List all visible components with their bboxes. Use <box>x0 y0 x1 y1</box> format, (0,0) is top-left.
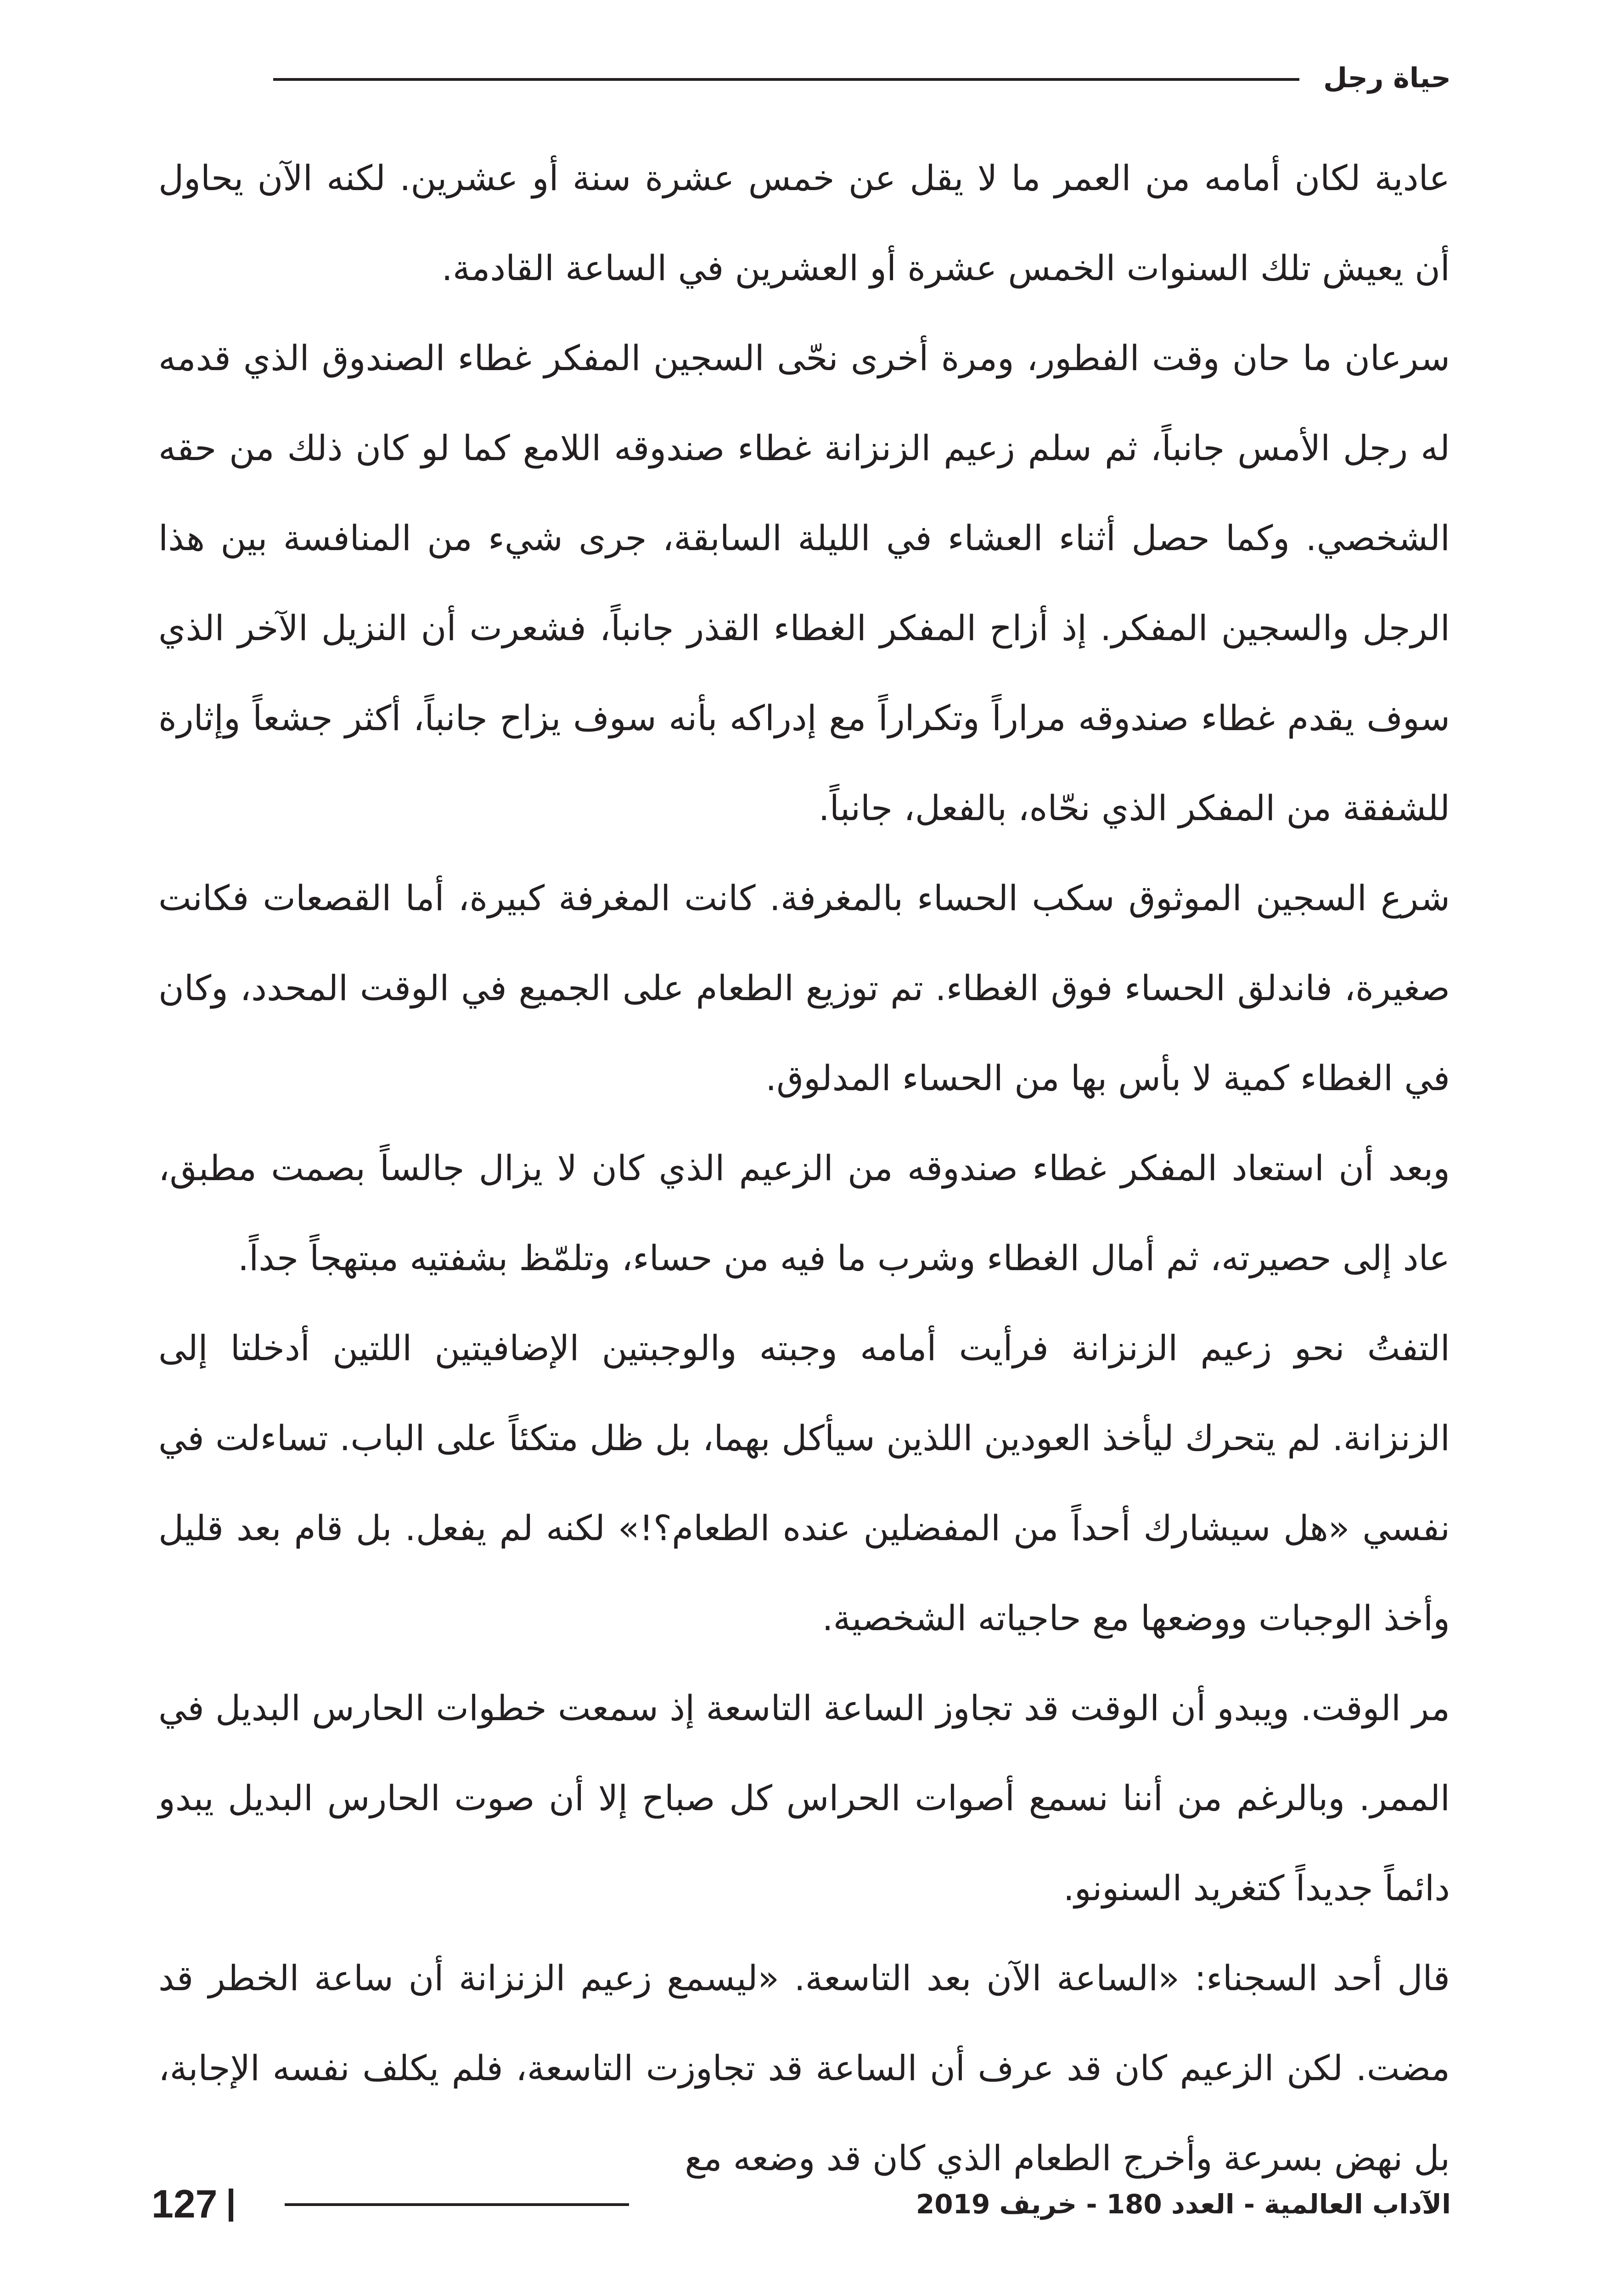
paragraph: عادية لكان أمامه من العمر ما لا يقل عن خمس عشرة سنة أو عشرين. لكنه الآن يحاول أن يعيش تلك السنوات الخمس عشرة أو العشرين في الساعة القادمة. <box>158 158 1450 288</box>
page-footer <box>152 2177 1451 2232</box>
header-rule <box>273 78 1299 81</box>
page-header <box>273 51 1451 106</box>
running-title: حياة رجل <box>1323 62 1451 94</box>
paragraph: وبعد أن استعاد المفكر غطاء صندوقه من الزعيم الذي كان لا يزال جالساً بصمت مطبق، عاد إلى حصيرته، ثم أمال الغطاء وشرب ما فيه من حساء، وتلمّظ بشفتيه مبتهجاً جداً. <box>158 1148 1450 1278</box>
paragraph: مر الوقت. ويبدو أن الوقت قد تجاوز الساعة التاسعة إذ سمعت خطوات الحارس البديل في الممر. وبالرغم من أننا نسمع أصوات الحراس كل صباح إلا أن صوت الحارس البديل يبدو دائماً جديداً كتغريد السنونو. <box>158 1688 1450 1908</box>
paragraph: شرع السجين الموثوق سكب الحساء بالمغرفة. كانت المغرفة كبيرة، أما القصعات فكانت صغيرة، فاندلق الحساء فوق الغطاء. تم توزيع الطعام على الجميع في الوقت المحدد، وكان في الغطاء كمية لا بأس بها من الحساء المدلوق. <box>158 878 1450 1098</box>
paragraph: قال أحد السجناء: «الساعة الآن بعد التاسعة. «ليسمع زعيم الزنزانة أن ساعة الخطر قد مضت. لكن الزعيم كان قد عرف أن الساعة قد تجاوزت التاسعة، فلم يكلف نفسه الإجابة، بل نهض بسرعة وأخرج الطعام الذي كان قد وضعه مع <box>158 1958 1450 2178</box>
paragraph: سرعان ما حان وقت الفطور، ومرة أخرى نحّى السجين المفكر غطاء الصندوق الذي قدمه له رجل الأمس جانباً، ثم سلم زعيم الزنزانة غطاء صندوقه اللامع كما لو كان ذلك من حقه الشخصي. وكما حصل أثناء العشاء في الليلة السابقة، جرى شيء من المنافسة بين هذا الرجل والسجين المفكر. إذ أزاح المفكر الغطاء القذر جانباً، فشعرت أن النزيل الآخر الذي سوف يقدم غطاء صندوقه مراراً وتكراراً مع إدراكه بأنه سوف يزاح جانباً، أكثر جشعاً وإثارة للشفقة من المفكر الذي نحّاه، بالفعل، جانباً. <box>158 338 1450 828</box>
paragraph: التفتُ نحو زعيم الزنزانة فرأيت أمامه وجبته والوجبتين الإضافيتين اللتين أدخلتا إلى الزنزانة. لم يتحرك ليأخذ العودين اللذين سيأكل بهما، بل ظل متكئاً على الباب. تساءلت في نفسي «هل سيشارك أحداً من المفضلين عنده الطعام؟!» لكنه لم يفعل. بل قام بعد قليل وأخذ الوجبات ووضعها مع حاجياته الشخصية. <box>158 1328 1450 1638</box>
page-number: 127 <box>152 2182 218 2226</box>
article-body <box>158 133 1450 2178</box>
page-number-divider <box>229 2189 233 2222</box>
footer-rule <box>285 2203 629 2206</box>
journal-info: الآداب العالمية - العدد 180 - خريف 2019 <box>916 2189 1451 2220</box>
